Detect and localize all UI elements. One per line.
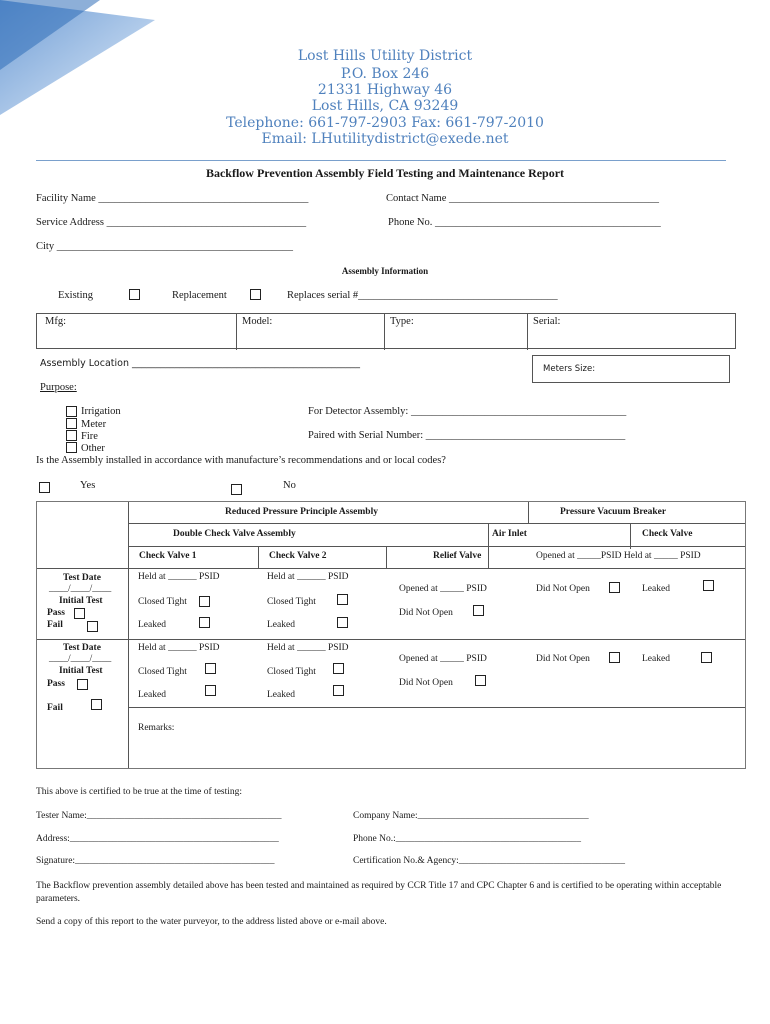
row2-cv2-closed-tight-label: Closed Tight [267,667,316,677]
irrigation-checkbox[interactable] [66,406,77,417]
contact-name-field[interactable]: Contact Name ________________________________________ [386,193,659,204]
row2-cv2-held-at[interactable]: Held at ______ PSID [267,643,349,653]
row1-cv2-held-at[interactable]: Held at ______ PSID [267,572,349,582]
no-checkbox[interactable] [231,484,242,495]
existing-label: Existing [58,290,94,301]
row1-fail-checkbox[interactable] [87,621,98,632]
city-field[interactable]: City _____________________________________________ [36,241,293,252]
row1-cv1-leaked-label: Leaked [138,620,166,630]
check-valve-header: Check Valve [642,529,693,539]
meter-size-box[interactable] [532,355,730,383]
row1-cv2-leaked-checkbox[interactable] [337,617,348,628]
yes-label: Yes [80,480,96,491]
row2-cv1-leaked-checkbox[interactable] [205,685,216,696]
company-name-field[interactable]: Company Name:____________________________________ [353,811,589,821]
replacement-label: Replacement [172,290,227,301]
detector-assembly-field[interactable]: For Detector Assembly: _________________________________________ [308,406,627,417]
installation-question: Is the Assembly installed in accordance with manufacture’s recommendations and or local codes? [36,455,446,466]
meter-size-label: Meters Size: [543,364,596,374]
certification-agency-field[interactable]: Certification No.& Agency:___________________________________ [353,856,626,866]
cert-phone-field[interactable]: Phone No.:_______________________________________ [353,834,581,844]
row1-relief-did-not-open-label: Did Not Open [399,608,453,618]
assembly-id-table [36,313,736,349]
purpose-label: Purpose: [40,382,77,393]
rp-header: Reduced Pressure Principle Assembly [225,507,378,517]
assembly-location-field[interactable]: Assembly Location ________________________________________________ [40,358,361,369]
row2-initial-test-label: Initial Test [59,666,103,676]
service-address-field[interactable]: Service Address ______________________________________ [36,217,307,228]
row1-air-inlet-checkbox[interactable] [609,582,620,593]
city-state: Lost Hills, CA 93249 [311,98,459,114]
model-field[interactable]: Model: [242,316,273,327]
row1-pass-checkbox[interactable] [74,608,85,619]
row1-pass-label: Pass [47,608,65,618]
address-field[interactable]: Address:____________________________________________ [36,834,279,844]
tester-name-field[interactable]: Tester Name:_________________________________________ [36,811,282,821]
fire-label: Fire [81,431,98,442]
cv2-header: Check Valve 2 [269,551,327,561]
row1-test-date-label: Test Date [63,573,101,583]
row2-relief-did-not-open-checkbox[interactable] [475,675,486,686]
row1-relief-opened-at[interactable]: Opened at _____ PSID [399,584,487,594]
row2-air-inlet-checkbox[interactable] [609,652,620,663]
other-checkbox[interactable] [66,442,77,453]
report-title: Backflow Prevention Assembly Field Testing and Maintenance Report [205,166,565,180]
row2-cv1-held-at[interactable]: Held at ______ PSID [138,643,220,653]
air-inlet-header: Air Inlet [492,529,527,539]
org-name: Lost Hills Utility District [297,48,473,64]
dcv-header: Double Check Valve Assembly [173,529,296,539]
row2-cv1-closed-tight-label: Closed Tight [138,667,187,677]
yes-checkbox[interactable] [39,482,50,493]
row2-relief-opened-at[interactable]: Opened at _____ PSID [399,654,487,664]
row2-date-field[interactable]: ____/____/____ [49,654,112,664]
row2-pass-checkbox[interactable] [77,679,88,690]
header-divider [36,160,726,161]
row2-check-valve-leaked-label: Leaked [642,654,670,664]
cv1-header: Check Valve 1 [139,551,197,561]
assembly-heading: Assembly Information [341,266,429,276]
row1-air-inlet-did-not-open-label: Did Not Open [536,584,590,594]
pvb-header: Pressure Vacuum Breaker [560,507,667,517]
row2-cv2-leaked-label: Leaked [267,690,295,700]
replacement-checkbox[interactable] [250,289,261,300]
facility-name-field[interactable]: Facility Name ________________________________________ [36,193,309,204]
meter-checkbox[interactable] [66,418,77,429]
serial-field[interactable]: Serial: [533,316,561,327]
row1-cv1-leaked-checkbox[interactable] [199,617,210,628]
row2-cv2-leaked-checkbox[interactable] [333,685,344,696]
row2-check-valve-leaked-checkbox[interactable] [701,652,712,663]
row2-test-date-label: Test Date [63,643,101,653]
row1-cv2-leaked-label: Leaked [267,620,295,630]
row1-date-field[interactable]: ____/____/____ [49,584,112,594]
replaces-serial-field[interactable]: Replaces serial #______________________________________ [287,290,558,301]
phone-field[interactable]: Phone No. ___________________________________________ [388,217,661,228]
row1-cv2-closed-tight-label: Closed Tight [267,597,316,607]
email: Email: LHutilitydistrict@exede.net [261,131,509,147]
existing-checkbox[interactable] [129,289,140,300]
row1-cv1-closed-tight-label: Closed Tight [138,597,187,607]
row2-cv1-leaked-label: Leaked [138,690,166,700]
row1-fail-label: Fail [47,620,63,630]
street-address: 21331 Highway 46 [317,82,453,98]
row2-air-inlet-did-not-open-label: Did Not Open [536,654,590,664]
opened-held-header[interactable]: Opened at _____PSID Held at _____ PSID [536,551,701,561]
no-label: No [283,480,296,491]
po-box: P.O. Box 246 [340,66,430,82]
row1-cv2-closed-tight-checkbox[interactable] [337,594,348,605]
row1-relief-did-not-open-checkbox[interactable] [473,605,484,616]
certification-paragraph: The Backflow prevention assembly detailed above has been tested and maintained as required by CCR Title 17 and CPC Chapter 6 and is certified to be operating within acceptable parameters. [36,881,722,904]
row1-initial-test-label: Initial Test [59,596,103,606]
relief-header: Relief Valve [433,551,482,561]
remarks-label[interactable]: Remarks: [138,723,175,733]
irrigation-label: Irrigation [81,406,121,417]
paired-serial-field[interactable]: Paired with Serial Number: ______________________________________ [308,430,626,441]
phone-fax: Telephone: 661-797-2903 Fax: 661-797-2010 [226,115,544,131]
meter-label: Meter [81,419,107,430]
certify-statement: This above is certified to be true at the time of testing: [36,787,243,797]
row2-cv2-closed-tight-checkbox[interactable] [333,663,344,674]
other-label: Other [81,443,105,454]
row2-pass-label: Pass [47,679,65,689]
row2-fail-label: Fail [47,703,63,713]
type-field[interactable]: Type: [390,316,414,327]
row2-cv1-closed-tight-checkbox[interactable] [205,663,216,674]
mfg-field[interactable]: Mfg: [45,316,66,327]
row1-cv1-closed-tight-checkbox[interactable] [199,596,210,607]
row1-check-valve-leaked-label: Leaked [642,584,670,594]
fire-checkbox[interactable] [66,430,77,441]
row1-cv1-held-at[interactable]: Held at ______ PSID [138,572,220,582]
signature-field[interactable]: Signature:__________________________________________ [36,856,275,866]
row2-relief-did-not-open-label: Did Not Open [399,678,453,688]
row2-fail-checkbox[interactable] [91,699,102,710]
row1-check-valve-leaked-checkbox[interactable] [703,580,714,591]
send-copy-note: Send a copy of this report to the water purveyor, to the address listed above or e-mail above. [36,917,387,927]
test-results-table [36,501,746,769]
